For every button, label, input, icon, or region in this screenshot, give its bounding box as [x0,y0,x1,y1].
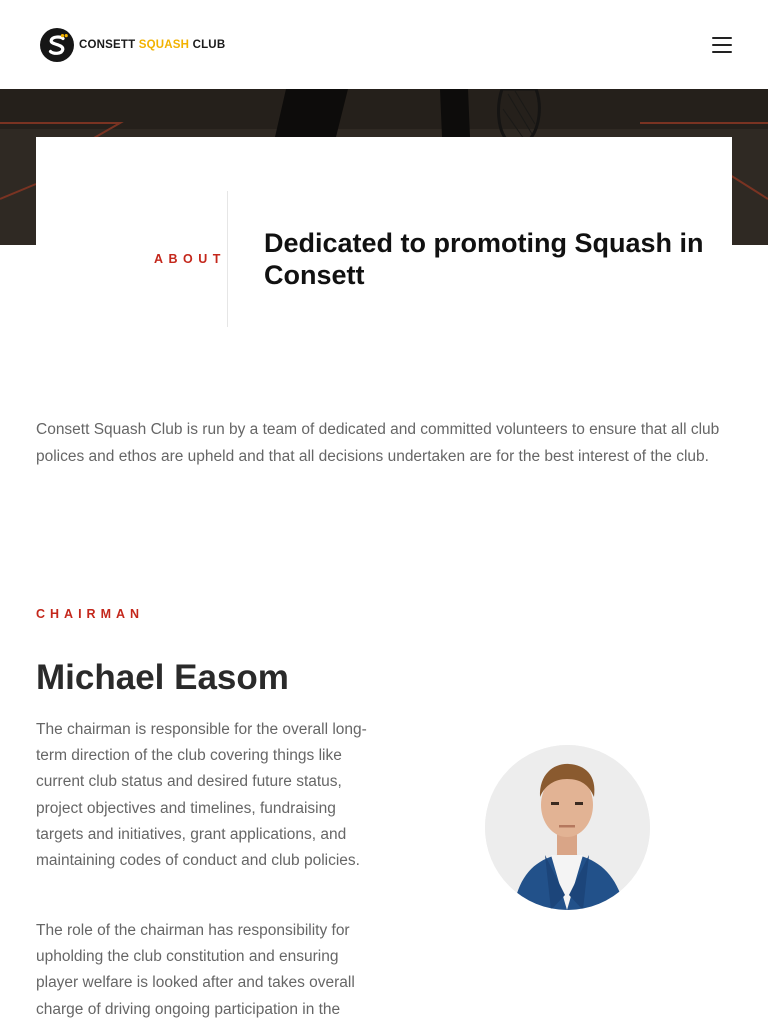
site-header [0,0,768,89]
person-portrait-icon [485,745,650,910]
page-title: Dedicated to promoting Squash in Consett [264,228,704,290]
squash-logo-icon [40,28,74,62]
hamburger-menu-icon[interactable] [708,33,736,57]
chairman-bio-paragraph: The chairman is responsible for the overall long-term direction of the club covering things like current club status and desired future status, project objectives and timelines, fundraising targets and initiatives, grant applications, and maintaining codes of conduct and club policies. [36,721,367,870]
chairman-label: CHAIRMAN [36,607,145,621]
intro-card [36,137,732,367]
intro-paragraph: Consett Squash Club is run by a team of dedicated and committed volunteers to ensure that all club polices and ethos are upheld and that all decisions undertaken are for the best interest of the club. [36,421,720,465]
about-label: ABOUT [154,252,226,266]
chairman-avatar [485,745,650,910]
card-divider [227,191,228,327]
logo-text: CONSETT SQUASH CLUB [79,39,226,51]
chairman-bio-paragraph: The role of the chairman has responsibility for upholding the club constitution and ensuring player welfare is looked after and takes overall charge of driving ongoing participation in the [36,922,355,1018]
chairman-name: Michael Easom [36,658,289,697]
site-logo[interactable] [40,28,225,62]
